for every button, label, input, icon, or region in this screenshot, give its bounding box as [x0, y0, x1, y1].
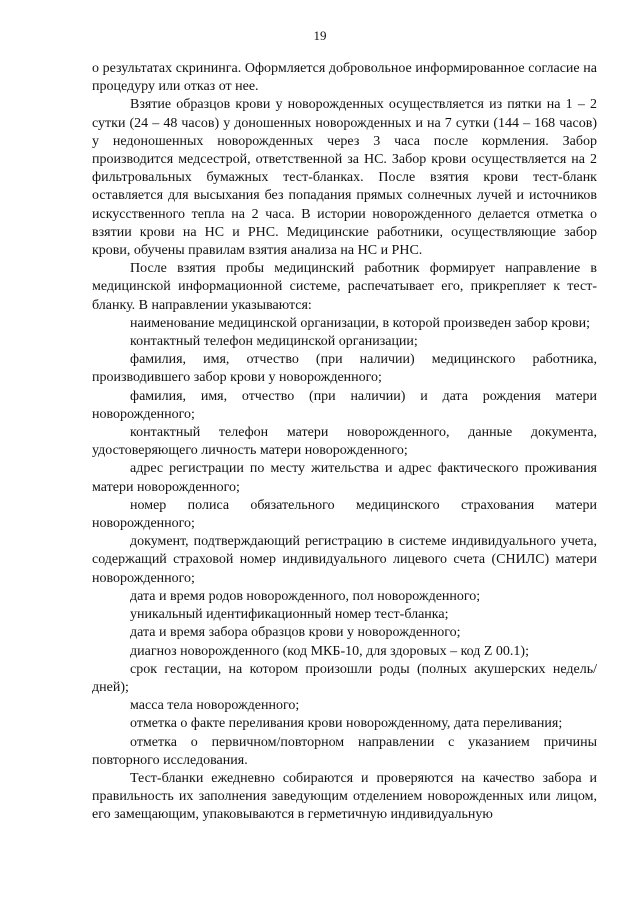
list-item: фамилия, имя, отчество (при наличии) и дата рождения матери новорожденного; [92, 388, 597, 422]
list-item: документ, подтверждающий регистрацию в системе индивидуального учета, содержащий страховой номер индивидуального лицевого счета (СНИЛС) матери новорожденного; [92, 534, 597, 586]
list-item: уникальный идентификационный номер тест-бланка; [130, 607, 449, 623]
body-text [92, 60, 597, 825]
list-item: дата и время родов новорожденного, пол новорожденного; [130, 588, 481, 604]
page-number: 19 [313, 28, 327, 43]
paragraph-test-forms: Тест-бланки ежедневно собираются и проверяются на качество забора и правильность их заполнения заведующим отделением новорожденных или лицом, его замещающим, упаковываются в герметичную индивидуальную [92, 770, 597, 823]
list-item: фамилия, имя, отчество (при наличии) медицинского работника, производившего забор крови у новорожденного; [92, 352, 597, 386]
paragraph-screening-consent: о результатах скрининга. Оформляется добровольное информированное согласие на процедуру или отказ от нее. [92, 61, 597, 95]
list-item: контактный телефон матери новорожденного, данные документа, удостоверяющего личность матери новорожденного; [92, 425, 597, 459]
list-item: масса тела новорожденного; [130, 698, 300, 714]
list-item: контактный телефон медицинской организации; [130, 334, 418, 350]
paragraph-blood-sampling: Взятие образцов крови у новорожденных осуществляется из пятки на 1 – 2 сутки (24 – 48 часов) у доношенных новорожденных и на 7 сутки (144 – 168 часов) у недоношенных новорожденных через 3 часа после кормления. Забор производится медсестрой, ответственной за НС. Забор крови осуществляется на 2 фильтровальных бумажных тест-бланках. После взятия крови тест-бланк оставляется для высыхания без попадания прямых солнечных лучей и источников искусственного тепла на 2 часа. В истории новорожденного делается отметка о взятии крови на НС и РНС. Медицинские работники, осуществляющие забор крови, обучены правилам взятия анализа на НС и РНС. [92, 97, 597, 259]
list-item: адрес регистрации по месту жительства и адрес фактического проживания матери новорожденного; [92, 461, 597, 495]
list-item: номер полиса обязательного медицинского страхования матери новорожденного; [92, 497, 597, 532]
list-item: отметка о первичном/повторном направлении с указанием причины повторного исследования. [92, 734, 597, 768]
list-item: срок гестации, на котором произошли роды (полных акушерских недель/дней); [92, 661, 597, 695]
list-item: дата и время забора образцов крови у новорожденного; [130, 625, 461, 641]
paragraph-referral: После взятия пробы медицинский работник формирует направление в медицинской информационной системе, распечатывает его, прикрепляет к тест-бланку. В направлении указываются: [92, 261, 597, 313]
list-item: отметка о факте переливания крови новорожденному, дата переливания; [130, 716, 563, 732]
list-item: наименование медицинской организации, в которой произведен забор крови; [130, 315, 591, 331]
list-item: диагноз новорожденного (код МКБ-10, для здоровых – код Z 00.1); [130, 643, 529, 659]
